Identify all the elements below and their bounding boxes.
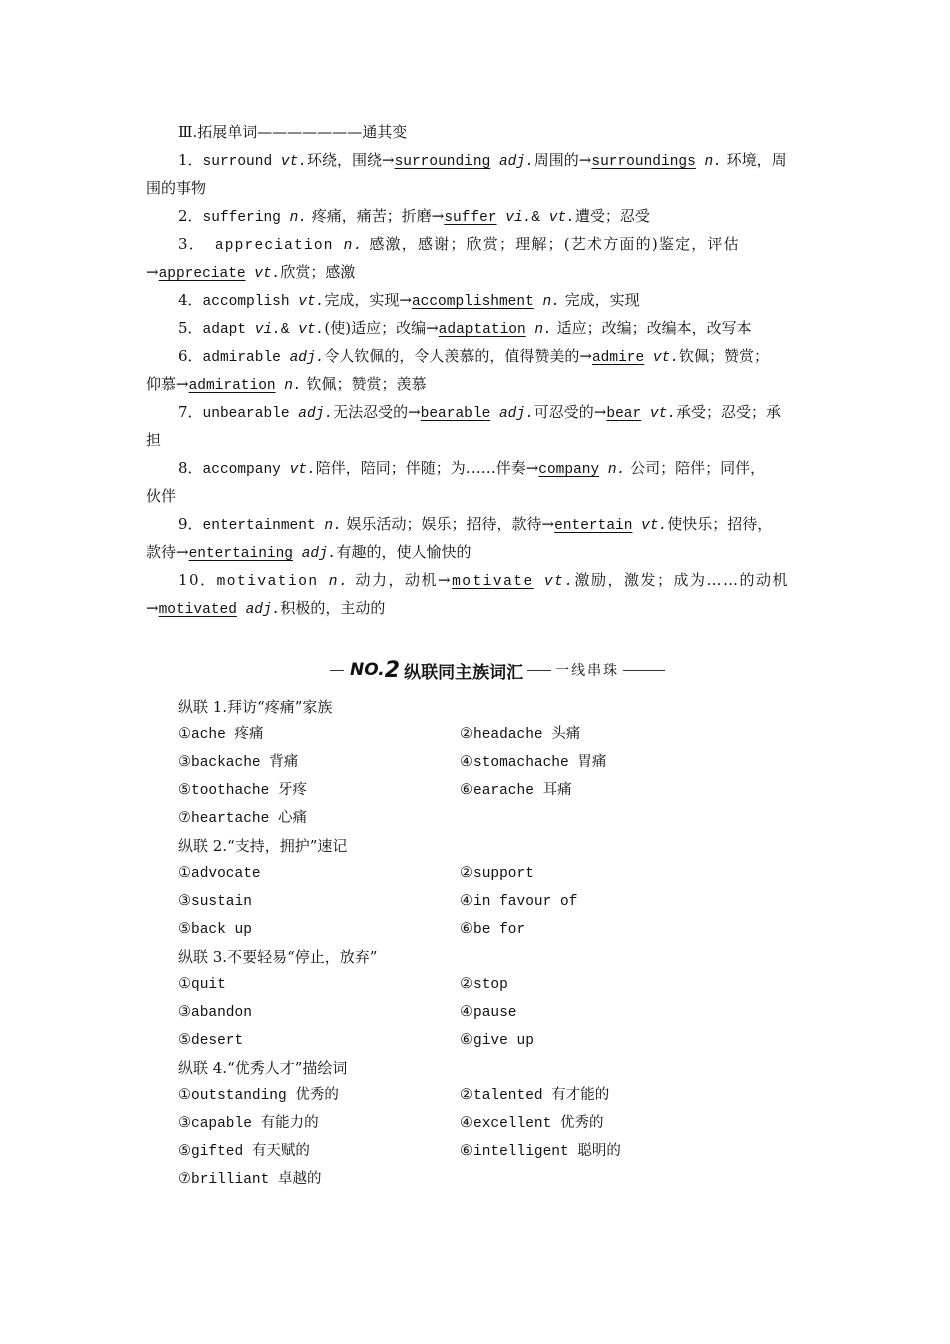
item-9-line-2: 款待→entertaining adj.有趣的，使人愉快的: [146, 543, 472, 562]
title-rule-left: [330, 670, 344, 671]
group-1-row-1-right: ②headache 头痛: [460, 727, 581, 743]
group-1-row-3-right: ⑥earache 耳痛: [460, 783, 572, 799]
part3-header: Ⅲ.拓展单词———————通其变: [178, 123, 408, 141]
item-4-line-1: 4．accomplish vt.完成，实现→accomplishment n. 完成，实现: [178, 291, 640, 310]
group-3-row-1-left: ①quit: [178, 977, 226, 993]
group-4-row-2-left: ③capable 有能力的: [178, 1116, 319, 1132]
group-4-row-2-right: ④excellent 优秀的: [460, 1116, 604, 1132]
group-1-row-2-right: ④stomachache 胃痛: [460, 755, 607, 771]
group-2-row-3-left: ⑤back up: [178, 922, 252, 938]
item-3-line-2: →appreciate vt.欣赏；感激: [146, 263, 356, 282]
section-number: 2: [384, 657, 401, 683]
section-no-label: NO.: [350, 660, 385, 680]
group-1-row-3-left: ⑤toothache 牙疼: [178, 783, 308, 799]
item-8-line-1: 8．accompany vt.陪伴，陪同；伴随；为……伴奏→company n. 公司；陪伴；同伴，: [178, 459, 766, 478]
item-7-line-2: 担: [146, 431, 162, 449]
section-heading: 纵联同主族词汇: [404, 662, 524, 683]
title-rule-right: [623, 670, 665, 671]
group-3-heading: 纵联 3.不要轻易“停止，放弃”: [178, 948, 378, 966]
section-2-title: [330, 657, 680, 683]
item-10-line-1: 10．motivation n. 动力，动机→motivate vt.激励，激发；成为……的动机: [178, 571, 790, 590]
group-3-row-3-right: ⑥give up: [460, 1033, 534, 1049]
group-4-row-4-left: ⑦brilliant 卓越的: [178, 1172, 322, 1188]
title-rule-mid: [527, 670, 551, 671]
group-4-row-1-right: ②talented 有才能的: [460, 1088, 610, 1104]
group-3-row-1-right: ②stop: [460, 977, 508, 993]
group-2-row-2-right: ④in favour of: [460, 894, 578, 910]
section-subheading: 一线串珠: [555, 663, 620, 679]
group-4-row-1-left: ①outstanding 优秀的: [178, 1088, 339, 1104]
group-2-row-1-right: ②support: [460, 866, 534, 882]
group-2-row-2-left: ③sustain: [178, 894, 252, 910]
group-2-row-3-right: ⑥be for: [460, 922, 526, 938]
group-3-row-3-left: ⑤desert: [178, 1033, 244, 1049]
item-2-line-1: 2．suffering n. 疼痛，痛苦；折磨→suffer vi.& vt.遭受；忍受: [178, 207, 650, 226]
item-1-line-2: 围的事物: [146, 179, 207, 197]
group-1-row-4-left: ⑦heartache 心痛: [178, 811, 308, 827]
item-9-line-1: 9．entertainment n. 娱乐活动；娱乐；招待，款待→entertain vt.使快乐；招待，: [178, 515, 773, 534]
group-4-heading: 纵联 4.“优秀人才”描绘词: [178, 1059, 348, 1077]
item-1-line-1: 1．surround vt.环绕，围绕→surrounding adj.周围的→surroundings n. 环境，周: [178, 151, 787, 170]
item-7-line-1: 7．unbearable adj.无法忍受的→bearable adj.可忍受的→bear vt.承受；忍受；承: [178, 403, 782, 422]
item-6-line-2: 仰慕→admiration n. 钦佩；赞赏；羡慕: [146, 375, 427, 394]
item-5-line-1: 5．adapt vi.& vt.(使)适应；改编→adaptation n. 适应；改编；改编本，改写本: [178, 319, 752, 338]
group-2-row-1-left: ①advocate: [178, 866, 261, 882]
item-3-line-1: 3． appreciation n. 感激，感谢；欣赏；理解；(艺术方面的)鉴定，评估: [178, 235, 740, 254]
group-3-row-2-right: ④pause: [460, 1005, 517, 1021]
group-1-row-2-left: ③backache 背痛: [178, 755, 299, 771]
group-3-row-2-left: ③abandon: [178, 1005, 252, 1021]
item-10-line-2: →motivated adj.积极的，主动的: [146, 599, 386, 618]
item-6-line-1: 6．admirable adj.令人钦佩的，令人羡慕的，值得赞美的→admire vt.钦佩；赞赏；: [178, 347, 770, 366]
item-8-line-2: 伙伴: [146, 487, 177, 505]
group-1-heading: 纵联 1.拜访“疼痛”家族: [178, 698, 333, 716]
group-1-row-1-left: ①ache 疼痛: [178, 727, 264, 743]
group-4-row-3-left: ⑤gifted 有天赋的: [178, 1144, 310, 1160]
group-2-heading: 纵联 2.“支持，拥护”速记: [178, 837, 348, 855]
group-4-row-3-right: ⑥intelligent 聪明的: [460, 1144, 621, 1160]
